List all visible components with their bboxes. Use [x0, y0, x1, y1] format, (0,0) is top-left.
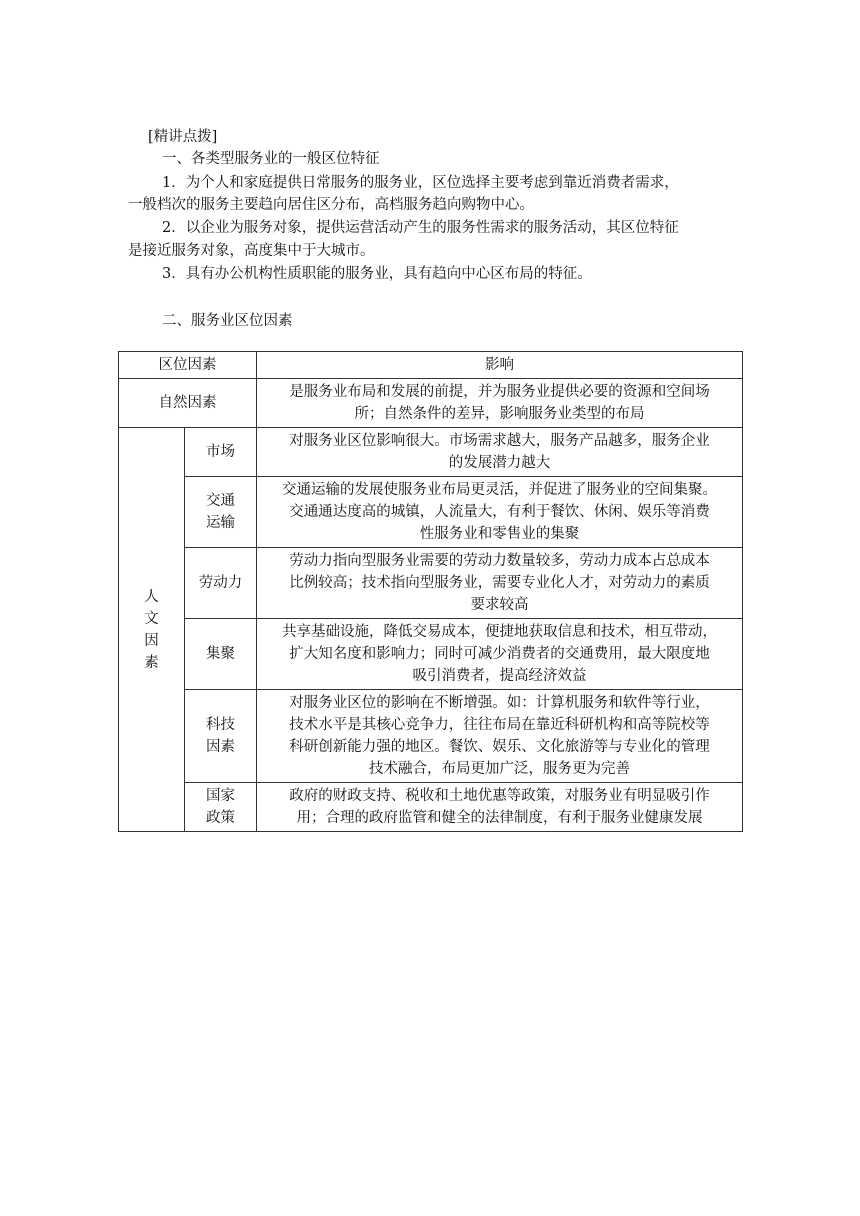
table-row-agglomeration [119, 619, 743, 690]
paragraph-2-line-2: 是接近服务对象，高度集中于大城市。 [128, 243, 375, 259]
paragraph-2-line-1: 2．以企业为服务对象，提供运营活动产生的服务性需求的服务活动，其区位特征 [162, 220, 679, 236]
table-row-market [119, 428, 743, 477]
factor-label-market [185, 428, 257, 477]
effect-line: 交通运输的发展使服务业布局更灵活，并促进了服务业的空间集聚。 [282, 482, 717, 498]
label-line: 国家 [206, 788, 235, 804]
label-line: 因素 [206, 739, 235, 755]
section-heading: [精讲点拨] [148, 129, 218, 145]
factor-label-policy [185, 783, 257, 832]
table-header-row [119, 352, 743, 379]
label-line: 劳动力 [198, 575, 243, 591]
human-label-char: 因 [144, 632, 159, 649]
effect-line: 所；自然条件的差异，影响服务业类型的布局 [354, 406, 645, 422]
label-line: 科技 [206, 717, 235, 733]
natural-factor-effect [257, 379, 743, 428]
paragraph-3-line-1: 3．具有办公机构性质职能的服务业，具有趋向中心区布局的特征。 [162, 266, 592, 282]
human-factor-label [119, 428, 185, 832]
natural-factor-label: 自然因素 [119, 379, 257, 428]
label-line: 交通 [206, 493, 235, 509]
factor-label-agglomeration [185, 619, 257, 690]
paragraph-1-line-1: 1．为个人和家庭提供日常服务的服务业，区位选择主要考虑到靠近消费者需求， [162, 175, 679, 191]
human-label-char: 文 [144, 610, 159, 627]
factor-effect-agglomeration [257, 619, 743, 690]
label-line: 运输 [206, 515, 235, 531]
table-row-labor [119, 548, 743, 619]
effect-line: 要求较高 [470, 597, 529, 613]
effect-line: 的发展潜力越大 [448, 455, 551, 471]
factor-effect-policy [257, 783, 743, 832]
effect-line: 是服务业布局和发展的前提，并为服务业提供必要的资源和空间场 [289, 384, 710, 400]
effect-line: 对服务业区位的影响在不断增强。如：计算机服务和软件等行业， [289, 695, 710, 711]
label-line: 政策 [206, 810, 235, 826]
effect-line: 科研创新能力强的地区。餐饮、娱乐、文化旅游等与专业化的管理 [289, 739, 710, 755]
label-line: 市场 [206, 444, 235, 460]
effect-line: 吸引消费者，提高经济效益 [412, 668, 587, 684]
factor-effect-technology [257, 690, 743, 783]
effect-line: 用；合理的政府监管和健全的法律制度，有利于服务业健康发展 [296, 810, 703, 826]
effect-line: 技术融合，布局更加广泛，服务更为完善 [369, 761, 630, 777]
effect-line: 对服务业区位影响很大。市场需求越大，服务产品越多，服务企业 [289, 433, 710, 449]
effect-line: 比例较高；技术指向型服务业，需要专业化人才，对劳动力的素质 [289, 575, 710, 591]
factor-label-labor [185, 548, 257, 619]
factor-effect-transport [257, 477, 743, 548]
table-row-transport [119, 477, 743, 548]
header-factor-cell: 区位因素 [119, 352, 257, 379]
paragraph-1-line-2: 一般档次的服务主要趋向居住区分布，高档服务趋向购物中心。 [128, 197, 534, 213]
effect-line: 扩大知名度和影响力；同时可减少消费者的交通费用，最大限度地 [289, 646, 710, 662]
effect-line: 性服务业和零售业的集聚 [419, 526, 580, 542]
human-label-char: 人 [144, 588, 159, 605]
table-row-technology [119, 690, 743, 783]
label-line: 集聚 [206, 646, 235, 662]
human-label-char: 素 [144, 654, 159, 671]
factor-effect-market [257, 428, 743, 477]
factor-label-transport [185, 477, 257, 548]
effect-line: 政府的财政支持、税收和土地优惠等政策，对服务业有明显吸引作 [289, 788, 710, 804]
table-row-policy [119, 783, 743, 832]
section-1-title: 一、各类型服务业的一般区位特征 [162, 151, 380, 167]
table-row-natural [119, 379, 743, 428]
effect-line: 劳动力指向型服务业需要的劳动力数量较多，劳动力成本占总成本 [289, 553, 710, 569]
effect-line: 技术水平是其核心竞争力，往往布局在靠近科研机构和高等院校等 [289, 717, 710, 733]
effect-line: 交通通达度高的城镇，人流量大，有利于餐饮、休闲、娱乐等消费 [289, 504, 710, 520]
location-factor-table [118, 351, 743, 832]
effect-line: 共享基础设施，降低交易成本，便捷地获取信息和技术，相互带动， [282, 624, 717, 640]
header-effect-cell: 影响 [257, 352, 743, 379]
section-2-title: 二、服务业区位因素 [162, 313, 293, 329]
factor-effect-labor [257, 548, 743, 619]
factor-label-technology [185, 690, 257, 783]
